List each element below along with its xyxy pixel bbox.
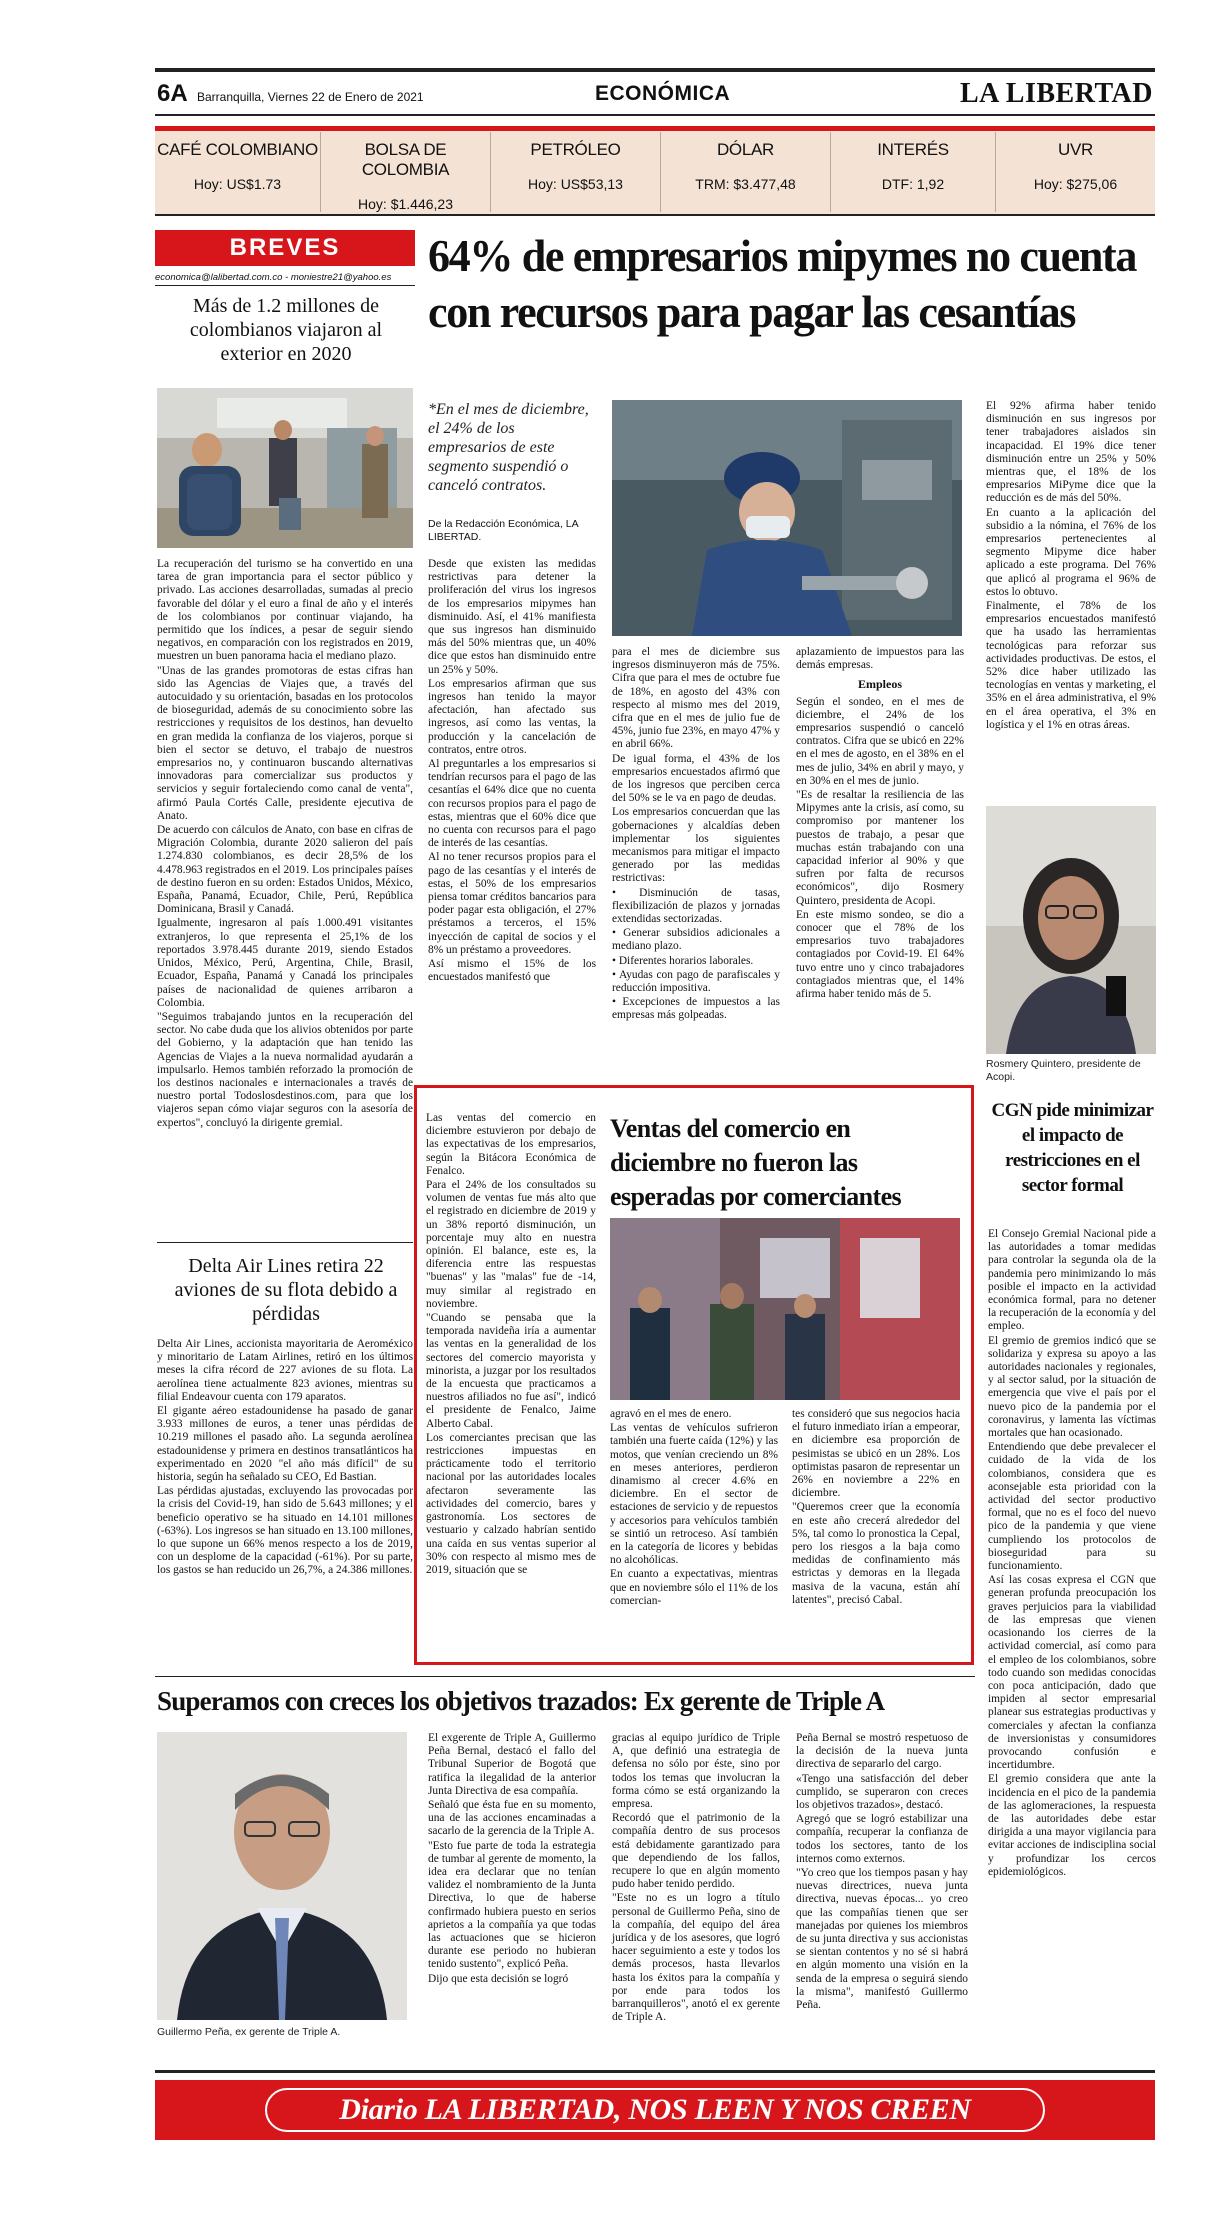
cgn-body: El Consejo Gremial Nacional pide a las autoridades a tomar medidas para controlar la segunda ola de la pandemia pero minimizando lo más posible el impacto en la actividad económica formal, para no detener la recuperación de la economía y del empleo. El gremio de gremios indicó que se solidariza y expresa su apoyo a las autoridades nacionales y regionales, y al sector salud, por la situación de emergencia que vive el país por el nuevo pico de la pandemia por el coronavirus, y lamenta las víctimas mortales que han ocasionado. Entendiendo que debe prevalecer el cuidado de la vida de los colombianos, considera que es aconsejable esta prioridad con la actividad del sector productivo formal, que no es el foco del nuevo pico de la pandemia y que viene cumpliendo los protocolos de bioseguridad para su funcionamiento. Así las cosas expresa el CGN que generan profunda preocupación los graves perjuicios para la viabilidad de las empresas que vienen ocasionando los cierres de la actividad comercial, así como para el empleo de los colombianos, sobre todo cuando son medidas conocidas con poca anticipación, dado que impiden al sector empresarial planear sus estrategias productivas y comerciales y afectan la confianza de inversionistas y consumidores provocando confusión e incertidumbre. El gremio considera que ante la incidencia en el pico de la pandemia de las aglomeraciones, la respuesta de las autoridades debe estar dirigida a una mayor vigilancia para evitar acciones de indisciplina social y profundizar los cercos epidemiológicos. bbox=[988, 1228, 1156, 1878]
promo-text: Diario LA LIBERTAD, NOS LEEN Y NOS CREEN bbox=[339, 2093, 971, 2126]
boxed-col-1: Las ventas del comercio en diciembre estuvieron por debajo de las expectativas de los empresarios, según la Bitácora Económica de Fenalco. Para el 24% de los consultados su volumen de ventas fue más alto que el registrado en diciembre de 2019 y un 38% reportó disminución, un porcentaje muy alto en nuestra opinión. El balance, este es, la diferencia entre las respuestas "buenas" y las "malas" fue de -14, muy similar al registrado en noviembre. "Cuando se pensaba que la temporada navideña iría a aumentar las ventas en la generalidad de los sectores del comercio mayorista y minorista, a juzgar por los resultados de la encuesta que practicamos a nuestros afiliados no fue así", indicó el presidente de Fenalco, Jaime Alberto Cabal. Los comerciantes precisan que las restricciones impuestas en prácticamente todo el territorio nacional por las autoridades locales afectaron severamente las actividades del comercio, bares y gastronomía. Los sectores de vestuario y calzado habrían sentido una caída en sus ventas superior al 30% con respecto al mismo mes de 2019, situación que se bbox=[426, 1112, 596, 1576]
factory-worker-photo bbox=[612, 400, 962, 636]
subhead-empleos: Empleos bbox=[857, 677, 902, 692]
main-col-3: aplazamiento de impuestos para las demás empresas. Empleos Según el sondeo, en el mes de diciembre, el 24% de los empresarios suspendió o canceló contratos. Cifra que se ubicó en 22% en el mes de agosto, en el 38% en el mes de julio, 34% en abril y mayo, y en 30% en el mes de junio. "Es de resaltar la resiliencia de las Mipymes ante la crisis, así como, su compromiso por mantener los puestos de trabajo, a pesar que muchas están trabajando con una capacidad inferior al 90% y que sufren por falta de recursos económicos", dijo Rosmery Quintero, presidenta de Acopi. En este mismo sondeo, se dio a conocer que el 78% de los empresarios tuvo trabajadores contagiados por Covid-19. El 64% tuvo entre uno y cinco trabajadores contagiados mientras que, el 14% afirma haber tenido más de 5. bbox=[796, 646, 964, 1001]
portrait-caption: Rosmery Quintero, presidente de Acopi. bbox=[986, 1058, 1141, 1083]
breves-divider bbox=[157, 1242, 413, 1243]
ticker-interes: INTERÉS DTF: 1,92 bbox=[830, 132, 995, 212]
breves-emails: economica@lalibertad.com.co - moniestre21@yahoo.es bbox=[155, 272, 415, 286]
main-col-2: para el mes de diciembre sus ingresos disminuyeron más de 75%. Cifra que para el mes de octubre fue de 18%, en agosto del 43% con respecto al mismo mes del 2019, cifra que en el mes de julio fue de 45%, junio fue 23%, en mayo 47% y en abril 66%. De igual forma, el 43% de los empresarios encuestados afirmó que de los ingresos que perciben cerca del 50% se le va en pago de deudas. Los empresarios concuerdan que las gobernaciones y alcaldías deben implementar los siguientes mecanismos para mitigar el impacto generado por las medidas restrictivas: • Disminución de tasas, flexibilización de plazos y jornadas extendidas sectorizadas. • Generar subsidios adicionales a mediano plazo. • Diferentes horarios laborales. • Ayudas con pago de parafiscales y reducción impositiva. • Excepciones de impuestos a las empresas más golpeadas. bbox=[612, 646, 780, 1022]
main-byline: De la Redacción Económica, LA LIBERTAD. bbox=[428, 518, 578, 543]
triple-headline: Superamos con creces los objetivos trazados: Ex gerente de Triple A bbox=[157, 1686, 885, 1716]
main-lead: *En el mes de diciembre, el 24% de los empresarios de este segmento suspendió o canceló contratos. bbox=[428, 401, 589, 494]
triple-divider bbox=[155, 1676, 975, 1677]
section-title: ECONÓMICA bbox=[595, 82, 731, 105]
main-col-1: Desde que existen las medidas restrictivas para detener la proliferación del virus los ingresos de los empresarios mipymes han disminuido. Así, el 41% manifiesta que sus ingresos han disminuido más del 50% mientras que, un 40% dice que estos han disminuido entre un 25% y 50%. Los empresarios afirman que sus ingresos han tenido la mayor afectación, han afectado sus ingresos, así como las ventas, la producción y la cancelación de contratos, entre otros. Al preguntarles a los empresarios si tendrían recursos para el pago de las cesantías el 64% dice que no cuenta con recursos propios para el pago de estas, mientras que el 60% dice que no cuenta con recursos para el pago de interés de las cesantías. Al no tener recursos propios para el pago de las cesantías y el interés de estas, el 50% de los empresarios piensa tomar créditos bancarios para poder pagar esta obligación, el 27% préstamos a terceros, el 15% inyección de capital de socios y el 8% un préstamo a proveedores. Así mismo el 15% de los encuestados manifestó que bbox=[428, 558, 596, 984]
dateline: Barranquilla, Viernes 22 de Enero de 2021 bbox=[197, 90, 424, 104]
portrait-rosmery-quintero bbox=[986, 806, 1156, 1054]
promo-banner bbox=[155, 2080, 1155, 2140]
page-number: 6A bbox=[157, 80, 188, 107]
footer-rule bbox=[155, 2070, 1155, 2073]
main-col-4: El 92% afirma haber tenido disminución en sus ingresos por tener trabajadores aislados sin incapacidad. El 19% dice tener disminución entre un 25% y 50% mientras que, el 18% de los empresarios MiPyme dice que la reducción es de más del 50%. En cuanto a la aplicación del subsidio a la nómina, el 76% de los empresarios pertenecientes al segmento Mipyme dice haber aplicado a este programa. Del 76% que aplicó al programa el 96% de estos lo obtuvo. Finalmente, el 78% de los empresarios encuestados manifestó que ha usado las herramientas tecnológicas para reforzar sus actividades productivas. De estos, el 52% dice haber utilizado las tecnologías en ventas y marketing, el 35% en el área administrativa, el 9% en el área operativa, el 3% en logística y el 1% en otras áreas. bbox=[986, 400, 1156, 731]
breves-headline-2: Delta Air Lines retira 22 aviones de su flota debido a pérdidas bbox=[174, 1255, 398, 1325]
breves-story-1-body: La recuperación del turismo se ha convertido en una tarea de gran importancia para el sector público y privado. Las acciones desarrolladas, sumadas al precio favorable del dólar y el euro a final de año y el interés de los colombianos por continuar viajando, ha permitido que los índices, a pesar de seguir siendo negativos, en comparación con los registrados en 2019, muestren un buen panorama hacia el mediano plazo. "Unas de las grandes promotoras de estas cifras han sido las Agencias de Viajes que, a través del autocuidado y su orientación, basadas en los protocolos de bioseguridad, además de su conocimiento sobre las restricciones y requisitos de los destinos, han devuelto en gran medida la confianza de los viajeros, porque si bien el sector se detuvo, el trabajo de nuestros empresarios no, y continuaron buscando alternativas innovadoras para comercializar sus productos y servicios y seguir fortaleciendo como canal de venta", afirmó Paula Cortés Calle, presidente ejecutiva de Anato. De acuerdo con cálculos de Anato, con base en cifras de Migración Colombia, durante 2020 salieron del país 1.274.830 colombianos, es decir 28,5% de los 4.478.963 registrados en el 2019. Los principales países de destino fueron en su orden: Estados Unidos, México, España, Panamá, Ecuador, Chile, Perú, República Dominicana, Brasil y Canadá. Igualmente, ingresaron al país 1.000.491 visitantes extranjeros, lo que representa el 25,1% de los reportados 3.978.445 durante 2019, siendo Estados Unidos, México, Perú, Argentina, Chile, Brasil, Ecuador, España, Panamá y Canadá los principales países de nacionalidad de quienes arribaron a Colombia. "Seguimos trabajando juntos en la recuperación del sector. No cabe duda que los alivios obtenidos por parte del Gobierno, y la adaptación que han tenido las Agencias de Viajes a la nueva normalidad ayudarán a impulsarlo. Hemos también reforzado la promoción de los destinos nacionales e internacionales a través de nuestro portal Todoslosdestinos.com, para que los viajeros sepan cómo viajar seguros con la asesoría de expertos", concluyó la dirigente gremial. bbox=[157, 558, 413, 1129]
page-header bbox=[155, 68, 1155, 116]
airport-photo bbox=[157, 388, 413, 548]
ticker-cafe: CAFÉ COLOMBIANO Hoy: US$1.73 bbox=[157, 140, 318, 192]
ticker-bolsa: BOLSA DE COLOMBIA Hoy: $1.446,23 bbox=[320, 132, 490, 212]
boxed-headline: Ventas del comercio en diciembre no fueron las esperadas por comerciantes bbox=[610, 1114, 902, 1211]
triple-col-1: El exgerente de Triple A, Guillermo Peña Bernal, destacó el fallo del Tribunal Superior de Bogotá que ratifica la ilegalidad de la anterior Junta Directiva de esa compañía. Señaló que ésta fue en su momento, una de las acciones encaminadas a sacarlo de la gerencia de la Triple A. "Esto fue parte de toda la estrategia de tumbar al gerente de momento, la idea era declarar que no tenían validez el nombramiento de la Junta Directiva, lo que de haberse confirmado hubiera puesto en serios aprietos a la compañía ya que todas las actuaciones que se hicieron durante ese periodo no hubieran tenido sustento", explicó Peña. Dijo que esta decisión se logró bbox=[428, 1732, 596, 1985]
ticker-dolar: DÓLAR TRM: $3.477,48 bbox=[660, 132, 830, 212]
triple-col-2: gracias al equipo jurídico de Triple A, que definió una estrategia de defensa no sólo por éste, sino por todos los temas que involucran la forma cómo se está organizando la empresa. Recordó que el patrimonio de la compañía dentro de sus procesos está debidamente garantizado para que dependiendo de los fallos, recupere lo que en algún momento pudo haber tenido perdido. "Este no es un logro a título personal de Guillermo Peña, sino de la compañía, del equipo del área jurídica y de los asesores, que logró hacer seguimiento a este y todos los demás procesos, hasta llevarlos hasta los éxitos para la compañía y por ende para todos los barranquilleros", anotó el ex gerente de Triple A. bbox=[612, 1732, 780, 2024]
ticker-uvr: UVR Hoy: $275,06 bbox=[995, 132, 1155, 212]
breves-headline-1: Más de 1.2 millones de colombianos viajaron al exterior en 2020 bbox=[189, 295, 383, 365]
boxed-col-2: agravó en el mes de enero. Las ventas de vehículos sufrieron también una fuerte caída (12%) y las motos, que venían creciendo un 8% en meses anteriores, perdieron dinamismo al crecer 4.6% en diciembre. En el sector de estaciones de servicio y de repuestos y accesorios para vehículos también se sintió un retroceso. Así también en la categoría de licores y bebidas no alcohólicas. En cuanto a expectativas, mientras que en noviembre sólo el 11% de los comercian- bbox=[610, 1408, 778, 1607]
breves-story-2-body: Delta Air Lines, accionista mayoritaria de Aeroméxico y minoritario de Latam Airlines, retiró en los últimos meses la cifra récord de 227 aviones de su flota. La aerolínea tiene actualmente 823 aviones, mientras su filial Endeavour cuenta con 179 aparatos. El gigante aéreo estadounidense ha pasado de ganar 3.933 millones de euros, a tener unas pérdidas de 10.219 millones el pasado año. La segunda aerolínea estadounidense y primera en destinos transatlánticos ha experimentado en 2020 "el año más difícil" de su historia, según ha señalado su CEO, Ed Bastian. Las pérdidas ajustadas, excluyendo las provocadas por la crisis del Covid-19, han sido de 5.643 millones; y el beneficio operativo se ha situado en 14.101 millones (-63%). Los ingresos se han situado en 13.100 millones, lo que supone un 66% menos respecto a los de 2019, con un desplome de la capacidad (-61%). Por su parte, los gastos se han reducido un 26,7%, a 24.386 millones. bbox=[157, 1338, 413, 1577]
shop-inspection-photo bbox=[610, 1218, 960, 1400]
portrait-guillermo-pena bbox=[157, 1732, 407, 2020]
cgn-headline: CGN pide minimizar el impacto de restricciones en el sector formal bbox=[991, 1100, 1154, 1196]
breves-banner: BREVES bbox=[155, 230, 415, 266]
triple-caption: Guillermo Peña, ex gerente de Triple A. bbox=[157, 2026, 341, 2038]
newspaper-name: LA LIBERTAD bbox=[959, 78, 1153, 109]
triple-col-3: Peña Bernal se mostró respetuoso de la decisión de la nueva junta directiva de separarlo del cargo. «Tengo una satisfacción del deber cumplido, se superaron con creces los objetivos trazados», destacó. Agregó que se logró estabilizar una compañía, recuperar la confianza de todos los sectores, tanto de los internos como externos. "Yo creo que los tiempos pasan y hay nuevas directrices, nueva junta directiva, nuevas épocas... yo creo que las compañías tienen que ser manejadas por quienes los miembros de su junta directiva y sus accionistas se sientan contentos y no sé si habrá en algún momento una visión en la senda de la empresa o seguirá siendo la misma", manifestó Guillermo Peña. bbox=[796, 1732, 968, 2012]
main-headline: 64% de empresarios mipymes no cuenta con recursos para pagar las cesantías bbox=[428, 231, 1137, 337]
ticker-petroleo: PETRÓLEO Hoy: US$53,13 bbox=[490, 132, 660, 212]
boxed-col-3: tes consideró que sus negocios hacia el futuro inmediato irían a empeorar, en diciembre esa proporción de pesimistas se ubicó en un 28%. Los optimistas pasaron de representar un 26% en noviembre a 22% en diciembre. "Queremos creer que la economía en este año crecerá alrededor del 5%, tal como lo pronostica la Cepal, pero los riesgos a la baja como medidas de confinamiento más estrictas y demoras en la llegada masiva de la vacuna, están ahí latentes", precisó Cabal. bbox=[792, 1408, 960, 1606]
